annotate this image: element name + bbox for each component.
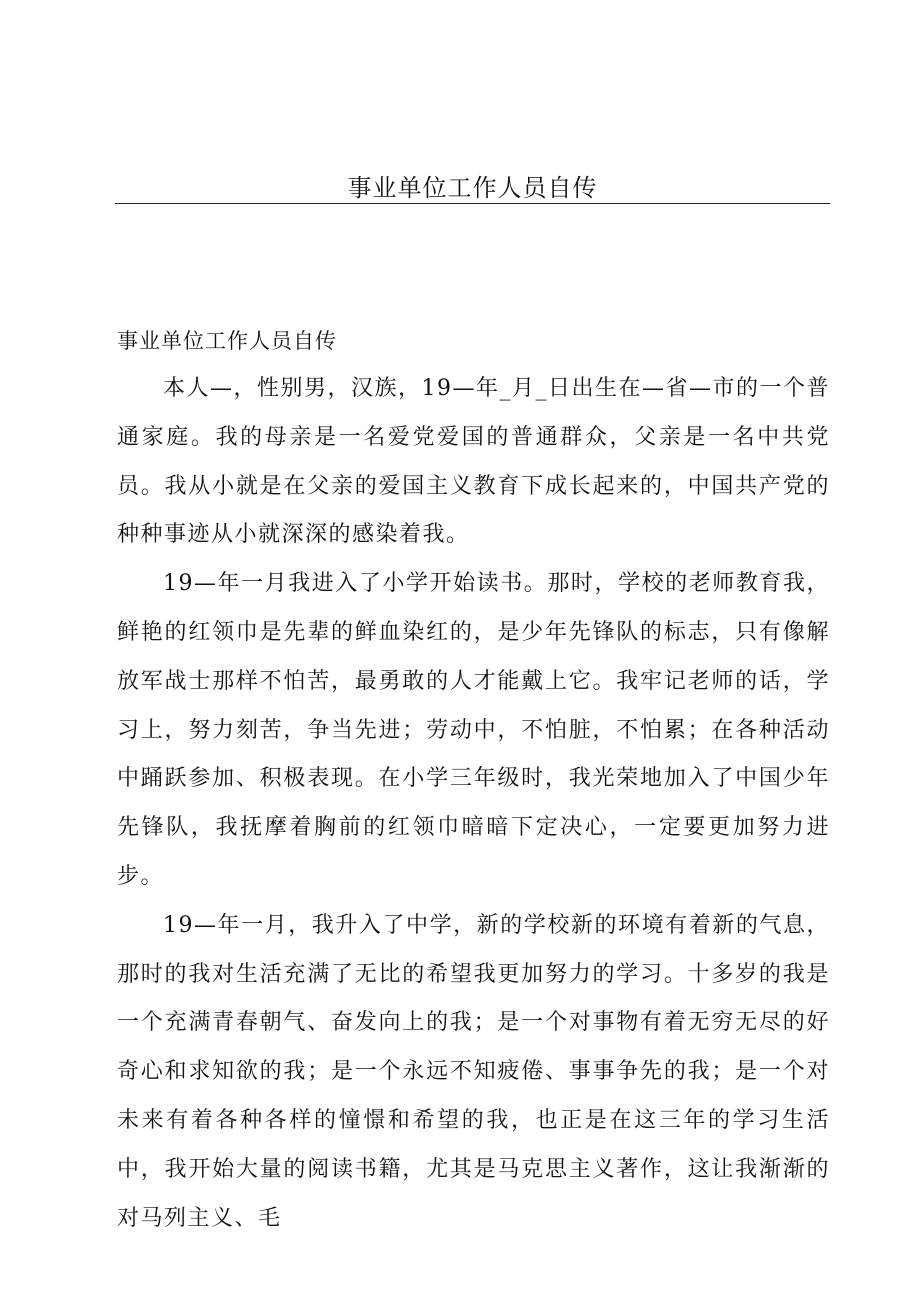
document-body [117,317,830,1243]
paragraph-3: 19—年一月，我升入了中学，新的学校新的环境有着新的气息，那时的我对生活充满了无比的希望我更加努力的学习。十多岁的我是一个充满青春朝气、奋发向上的我；是一个对事物有着无穷无尽的好奇心和求知欲的我；是一个永远不知疲倦、事事争先的我；是一个对未来有着各种各样的憧憬和希望的我，也正是在这三年的学习生活中，我开始大量的阅读书籍，尤其是马克思主义著作，这让我渐渐的对马列主义、毛 [117,912,830,1231]
paragraph-1: 本人—，性别男，汉族，19—年_月_日出生在—省—市的一个普通家庭。我的母亲是一名爱党爱国的普通群众，父亲是一名中共党员。我从小就是在父亲的爱国主义教育下成长起来的，中国共产党的种种事迹从小就深深的感染着我。 [117,376,830,548]
document-subtitle: 事业单位工作人员自传 [117,329,337,353]
paragraph-2: 19—年一月我进入了小学开始读书。那时，学校的老师教育我，鲜艳的红领巾是先辈的鲜血染红的，是少年先锋队的标志，只有像解放军战士那样不怕苦，最勇敢的人才能戴上它。我牢记老师的话，学习上，努力刻苦，争当先进；劳动中，不怕脏，不怕累；在各种活动中踊跃参加、积极表现。在小学三年级时，我光荣地加入了中国少年先锋队，我抚摩着胸前的红领巾暗暗下定决心，一定要更加努力进步。 [117,571,830,889]
header-divider [115,203,830,204]
page-header-title: 事业单位工作人员自传 [347,174,598,202]
